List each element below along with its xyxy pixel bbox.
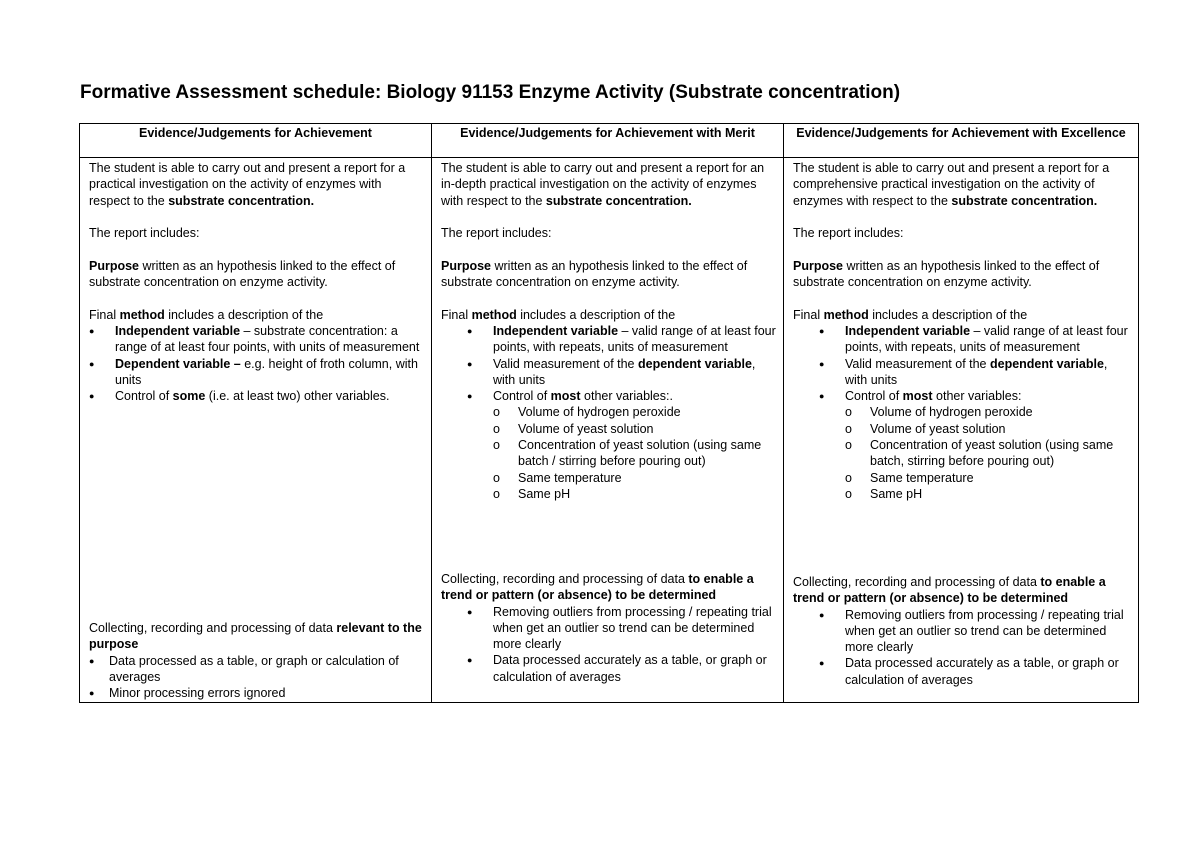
list-item: o Volume of hydrogen peroxide [845, 404, 1132, 420]
excellence-collecting [793, 574, 1132, 688]
achievement-processing-list [89, 653, 425, 702]
achievement-method-list [89, 323, 425, 404]
achievement-method: Final method includes a description of the [89, 307, 324, 322]
achievement-purpose: Purpose written as an hypothesis linked to the effect of substrate concentration on enzyme activity. [89, 258, 396, 290]
achievement-collect-text: Collecting, recording and processing of data relevant to the purpose [89, 621, 422, 652]
criteria-row [80, 158, 1139, 703]
list-item: ● Data processed as a table, or graph or calculation of averages [89, 653, 425, 686]
achievement-intro: The student is able to carry out and present a report for a practical investigation on the activity of enzymes with respect to the substrate concentration. [89, 161, 406, 208]
list-item: ● Independent variable – valid range of at least four points, with repeats, units of measurement [467, 323, 777, 356]
header-merit: Evidence/Judgements for Achievement with Merit [432, 124, 784, 158]
merit-intro: The student is able to carry out and present a report for an in-depth practical investigation on the activity of enzymes with respect to the substrate concentration. [441, 161, 765, 208]
list-item: o Volume of yeast solution [845, 421, 1132, 437]
merit-purpose: Purpose written as an hypothesis linked to the effect of substrate concentration on enzyme activity. [441, 258, 748, 290]
merit-method-list [467, 323, 777, 404]
achievement-collecting [89, 620, 425, 701]
list-item: ● Data processed accurately as a table, or graph or calculation of averages [819, 655, 1132, 688]
list-item: ● Independent variable – valid range of at least four points, with repeats, units of measurement [819, 323, 1132, 356]
list-item: ● Control of most other variables: [819, 388, 1132, 404]
merit-collect-text: Collecting, recording and processing of data to enable a trend or pattern (or absence) to be determined [441, 572, 754, 603]
excellence-method-list [819, 323, 1132, 404]
list-item: ● Removing outliers from processing / repeating trial when get an outlier so trend can be determined more clearly [467, 604, 777, 653]
merit-cell [432, 158, 784, 703]
list-item: ● Valid measurement of the dependent variable, with units [467, 356, 777, 389]
excellence-intro: The student is able to carry out and present a report for a comprehensive practical investigation on the activity of enzymes with respect to the substrate concentration. [793, 161, 1110, 208]
merit-collecting [441, 571, 777, 685]
list-item: ● Data processed accurately as a table, or graph or calculation of averages [467, 652, 777, 685]
list-item: ● Dependent variable – e.g. height of froth column, with units [89, 356, 425, 389]
list-item: o Concentration of yeast solution (using same batch / stirring before pouring out) [493, 437, 777, 470]
list-item: o Same temperature [493, 470, 777, 486]
excellence-processing-list [819, 607, 1132, 688]
document-title: Formative Assessment schedule: Biology 91153 Enzyme Activity (Substrate concentration) [80, 82, 901, 103]
achievement-cell [80, 158, 432, 703]
merit-report-includes: The report includes: [441, 226, 552, 241]
list-item: ● Control of most other variables:. [467, 388, 777, 404]
list-item: ● Control of some (i.e. at least two) other variables. [89, 388, 425, 404]
list-item: o Same pH [845, 486, 1132, 502]
list-item: ● Minor processing errors ignored [89, 685, 425, 701]
header-achievement: Evidence/Judgements for Achievement [80, 124, 432, 158]
merit-method: Final method includes a description of the [441, 307, 676, 322]
list-item: ● Independent variable – substrate concentration: a range of at least four points, with units of measurement [89, 323, 425, 356]
excellence-method: Final method includes a description of the [793, 307, 1028, 322]
header-row [80, 124, 1139, 158]
excellence-report-includes: The report includes: [793, 226, 904, 241]
list-item: o Concentration of yeast solution (using same batch, stirring before pouring out) [845, 437, 1132, 470]
merit-processing-list [467, 604, 777, 685]
merit-controls-list [493, 404, 777, 502]
list-item: o Volume of hydrogen peroxide [493, 404, 777, 420]
achievement-report-includes: The report includes: [89, 226, 200, 241]
excellence-collect-text: Collecting, recording and processing of data to enable a trend or pattern (or absence) to be determined [793, 575, 1106, 606]
list-item: o Volume of yeast solution [493, 421, 777, 437]
header-excellence: Evidence/Judgements for Achievement with Excellence [784, 124, 1139, 158]
list-item: ● Valid measurement of the dependent variable, with units [819, 356, 1132, 389]
list-item: ● Removing outliers from processing / repeating trial when get an outlier so trend can be determined more clearly [819, 607, 1132, 656]
assessment-schedule-table [79, 123, 1139, 703]
excellence-cell [784, 158, 1139, 703]
list-item: o Same pH [493, 486, 777, 502]
excellence-controls-list [845, 404, 1132, 502]
list-item: o Same temperature [845, 470, 1132, 486]
excellence-purpose: Purpose written as an hypothesis linked to the effect of substrate concentration on enzyme activity. [793, 258, 1100, 290]
